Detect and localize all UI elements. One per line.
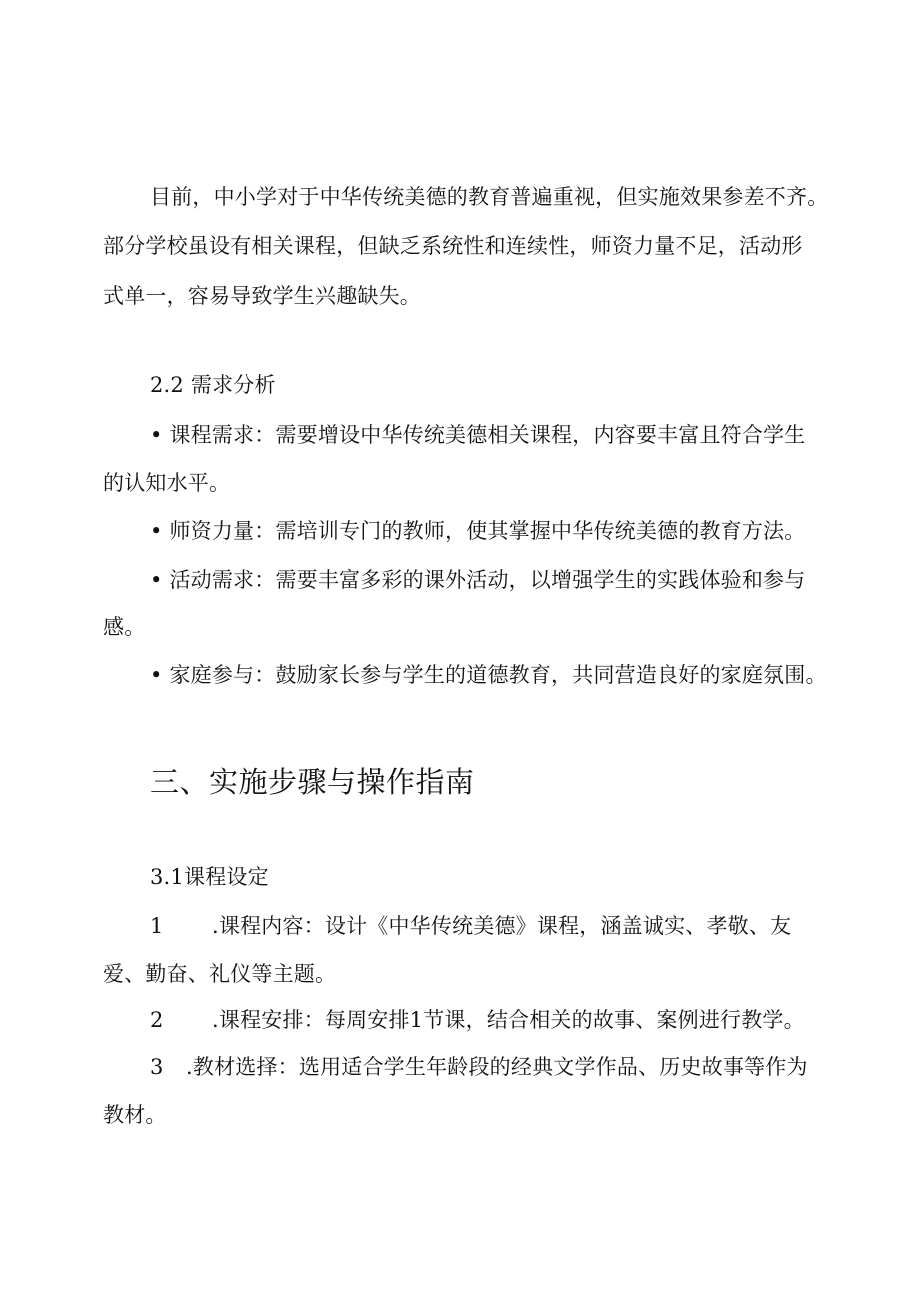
bullet-family-participation: • 家庭参与：鼓励家长参与学生的道德教育，共同营造良好的家庭氛围。 <box>150 663 827 687</box>
intro-paragraph-line-1: 目前，中小学对于中华传统美德的教育普遍重视，但实施效果参差不齐。 <box>150 185 829 209</box>
item-materials-line-2: 教材。 <box>103 1103 167 1127</box>
bullet-course-needs-line-1: • 课程需求：需要增设中华传统美德相关课程，内容要丰富且符合学生 <box>150 423 806 447</box>
item-course-schedule <box>150 1005 870 1035</box>
bullet-course-needs-line-2: 的认知水平。 <box>103 471 231 495</box>
intro-paragraph-line-3: 式单一，容易导致学生兴趣缺失。 <box>103 284 421 308</box>
section-heading-implementation: 三、实施步骤与操作指南 <box>150 765 475 799</box>
item-course-content-line-2: 爱、勤奋、礼仪等主题。 <box>103 962 337 986</box>
item-number: 1 <box>150 914 164 938</box>
item-text: .课程内容：设计《中华传统美德》课程，涵盖诚实、孝敬、友 <box>212 914 792 938</box>
bullet-activity-needs-line-2: 感。 <box>103 615 146 639</box>
item-number: 3 <box>150 1055 164 1079</box>
bullet-teachers: • 师资力量：需培训专门的教师，使其掌握中华传统美德的教育方法。 <box>150 519 806 543</box>
intro-paragraph-line-2: 部分学校虽设有相关课程，但缺乏系统性和连续性，师资力量不足，活动形 <box>103 234 803 258</box>
item-text: .教材选择：选用适合学生年龄段的经典文学作品、历史故事等作为 <box>186 1055 808 1079</box>
subheading-course-setup: 3.1课程设定 <box>150 865 269 889</box>
item-course-content-line-1 <box>150 911 870 941</box>
item-materials-line-1 <box>150 1052 870 1082</box>
item-number: 2 <box>150 1008 164 1032</box>
item-text: .课程安排：每周安排1节课，结合相关的故事、案例进行教学。 <box>212 1008 805 1032</box>
bullet-activity-needs-line-1: • 活动需求：需要丰富多彩的课外活动，以增强学生的实践体验和参与 <box>150 568 806 592</box>
subheading-needs-analysis: 2.2 需求分析 <box>150 373 276 397</box>
